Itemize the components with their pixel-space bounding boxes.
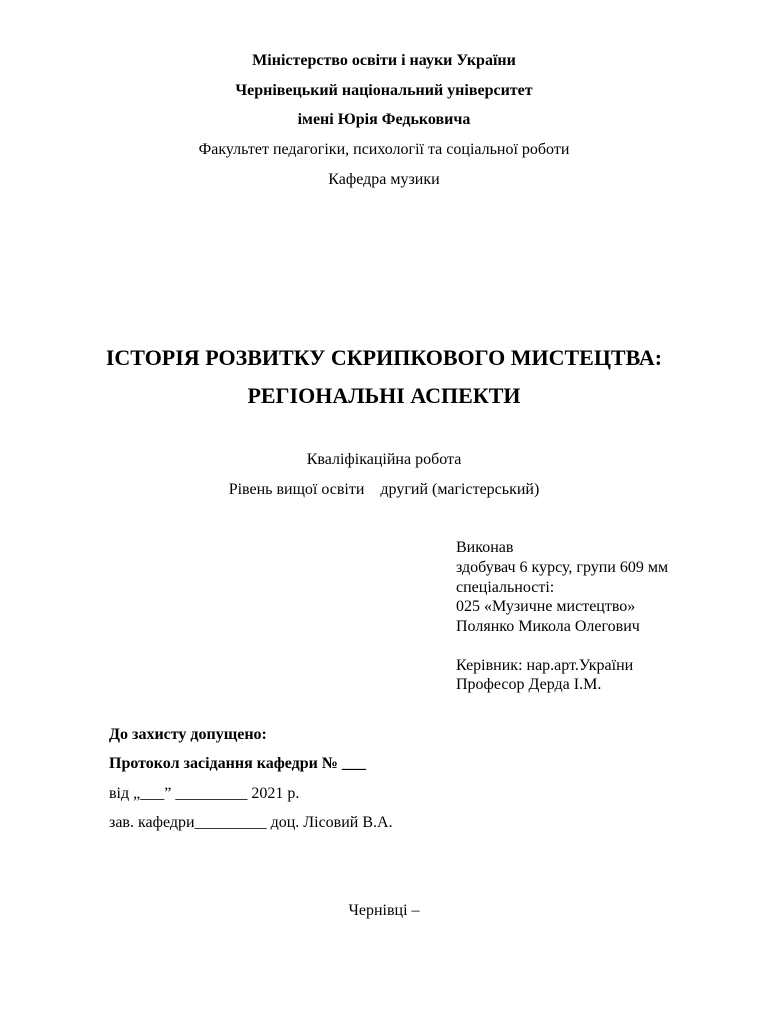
specialty-value: 025 «Музичне мистецтво»: [456, 598, 636, 615]
education-level: Рівень вищої освіти другий (магістерський): [228, 481, 540, 498]
department-heading: Кафедра музики: [328, 171, 440, 188]
supervisor-line1: Керівник: нар.арт.України: [456, 657, 634, 674]
performed-label: Виконав: [456, 539, 514, 556]
university-name-heading: імені Юрія Федьковича: [297, 111, 471, 128]
university-heading: Чернівецький національний університет: [235, 82, 533, 99]
admitted-heading: До захисту допущено:: [109, 726, 267, 743]
thesis-title-line1: ІСТОРІЯ РОЗВИТКУ СКРИПКОВОГО МИСТЕЦТВА:: [105, 345, 663, 370]
ministry-heading: Міністерство освіти і науки України: [252, 52, 516, 69]
student-info: здобувач 6 курсу, групи 609 мм: [456, 559, 669, 576]
work-type: Кваліфікаційна робота: [306, 451, 462, 468]
supervisor-line2: Професор Дерда І.М.: [456, 676, 602, 693]
department-head-line: зав. кафедри_________ доц. Лісовий В.А.: [109, 814, 393, 831]
author-name: Полянко Микола Олегович: [456, 618, 640, 635]
protocol-line: Протокол засідання кафедри № ___: [109, 755, 366, 772]
faculty-heading: Факультет педагогіки, психології та соціальної роботи: [198, 141, 570, 158]
city-line: Чернівці –: [348, 902, 420, 919]
specialty-label: спеціальності:: [456, 579, 555, 596]
thesis-title-line2: РЕГІОНАЛЬНІ АСПЕКТИ: [247, 383, 521, 408]
date-line: від „___” _________ 2021 р.: [109, 785, 300, 802]
